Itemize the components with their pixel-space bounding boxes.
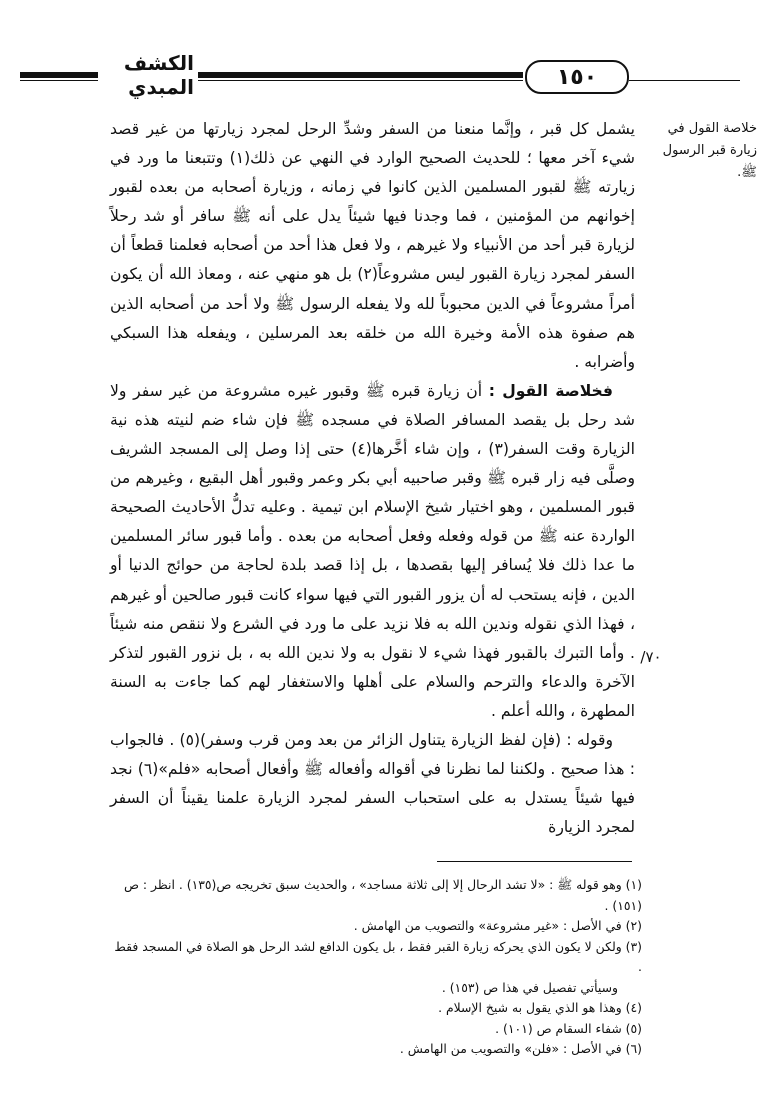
footnote-3: (٣) ولكن لا يكون الذي يحركه زيارة القبر فقط ، بل يكون الدافع لشد الرحل هو الصلاة في المسجد فقط .: [114, 938, 642, 974]
footnote-6: (٦) في الأصل : «فلن» والتصويب من الهامش .: [399, 1041, 642, 1056]
header-rule-middle-thin: [198, 80, 523, 81]
page-number: ١٥٠: [525, 60, 629, 94]
margin-page-marker: ٧٠/: [640, 648, 662, 666]
footnote-1: (١) وهو قوله ﷺ : «لا تشد الرحال إلا إلى ثلاثة مساجد» ، والحديث سبق تخريجه ص(١٣٥) . انظر : ص (١٥١) .: [123, 877, 642, 913]
paragraph-3: وقوله : (فإن لفظ الزيارة يتناول الزائر من بعد ومن قرب وسفر)(٥) . فالجواب : هذا صحيح . ولكننا لما نظرنا في أقواله وأفعاله ﷺ وأفعال أصحابه «فلم»(٦) نجد فيها شيئاً يستدل به على استحباب السفر لمجرد الزيارة علمنا يقيناً أن السفر لمجرد الزيارة: [110, 730, 635, 837]
footnotes: [110, 875, 642, 1060]
margin-sidenote: خلاصة القول في زيارة قبر الرسول ﷺ.: [662, 121, 757, 180]
header-rule-middle: [198, 72, 523, 78]
book-title: الكشف المبدي: [102, 60, 194, 90]
paragraph-2: [110, 377, 635, 726]
header-rule-left-thin: [20, 80, 98, 81]
footnote-divider: [437, 861, 632, 862]
footnote-2: (٢) في الأصل : «غير مشروعة» والتصويب من الهامش .: [353, 918, 642, 933]
header-rule-left: [20, 72, 98, 78]
paragraph-2-lead: فخلاصة القول :: [488, 381, 614, 400]
footnote-3-continued: وسيأتي تفصيل في هذا ص (١٥٣) .: [441, 979, 618, 995]
header-rule-right-thin: [629, 80, 740, 81]
main-text: [110, 115, 635, 842]
footnote-5: (٥) شفاء السقام ص (١٠١) .: [495, 1020, 642, 1036]
footnote-4: (٤) وهذا هو الذي يقول به شيخ الإسلام .: [438, 1000, 642, 1015]
paragraph-1: يشمل كل قبر ، وإنَّما منعنا من السفر وشدِّ الرحل لمجرد زيارتها من غير قصد شيء آخر معها ؛ للحديث الصحيح الوارد في النهي عن ذلك(١) وتتبعنا ما ورد في زيارته ﷺ لقبور المسلمين الذين كانوا في زمانه ، وزيارة أصحابه من بعده لقبور إخوانهم من المؤمنين ، فما وجدنا فيها شيئاً يدل على أنه ﷺ سافر أو شد رحلاً لزيارة قبر أحد من الأنبياء ولا غيرهم ، ولا فعل هذا أحد من أصحابه فعلمنا قطعاً أن السفر لمجرد زيارة القبور ليس مشروعاً(٢) بل هو منهي عنه ، ومعاذ الله أن يكون أمراً مشروعاً في الدين محبوباً لله ولا يفعله الرسول ﷺ ولا أحد من أصحابه الذين هم صفوة هذه الأمة وخيرة الله من خلقه بعد المرسلين ، ويفعله هذا السبكي وأضرابه .: [110, 120, 635, 371]
page-header: [20, 51, 740, 99]
paragraph-2-text: أن زيارة قبره ﷺ وقبور غيره مشروعة من غير سفر ولا شد رحل بل يقصد المسافر الصلاة في مسجده ﷺ فإن شاء ضم لنيته هذه نية الزيارة وقت السفر(٣) ، وإن شاء أخَّرها(٤) حتى إذا وصل إلى المسجد الشريف وصلَّى فيه زار قبره ﷺ وقبر صاحبيه أبي بكر وعمر وقبور أهل البقيع ، وغيرهم من قبور المسلمين ، وهو اختيار شيخ الإسلام ابن تيمية . وعليه تدلُّ الأحاديث الصحيحة الواردة عنه ﷺ من قوله وفعله وفعل أصحابه من بعده . وأما قبور سائر المسلمين ما عدا ذلك فلا يُسافر إليها بقصدها ، بل إذا قصد بلدة لحاجة من حوائج الدنيا أو الدين ، فإنه يستحب له أن يزور القبور التي فيها سواء كانت قبور صالحين أو غيرهم ، فهذا الذي نقوله وندين الله به فلا نزيد على ما ورد في الشرع ولا ننقص منه شيئاً . وأما التبرك بالقبور فهذا شيء لا نقول به ولا ندين الله به ، بل نزور القبور لتذكر الآخرة والدعاء والترحم والسلام على أهلها والاستغفار لهم كما جاءت به السنة المطهرة ، والله أعلم .: [110, 381, 636, 720]
